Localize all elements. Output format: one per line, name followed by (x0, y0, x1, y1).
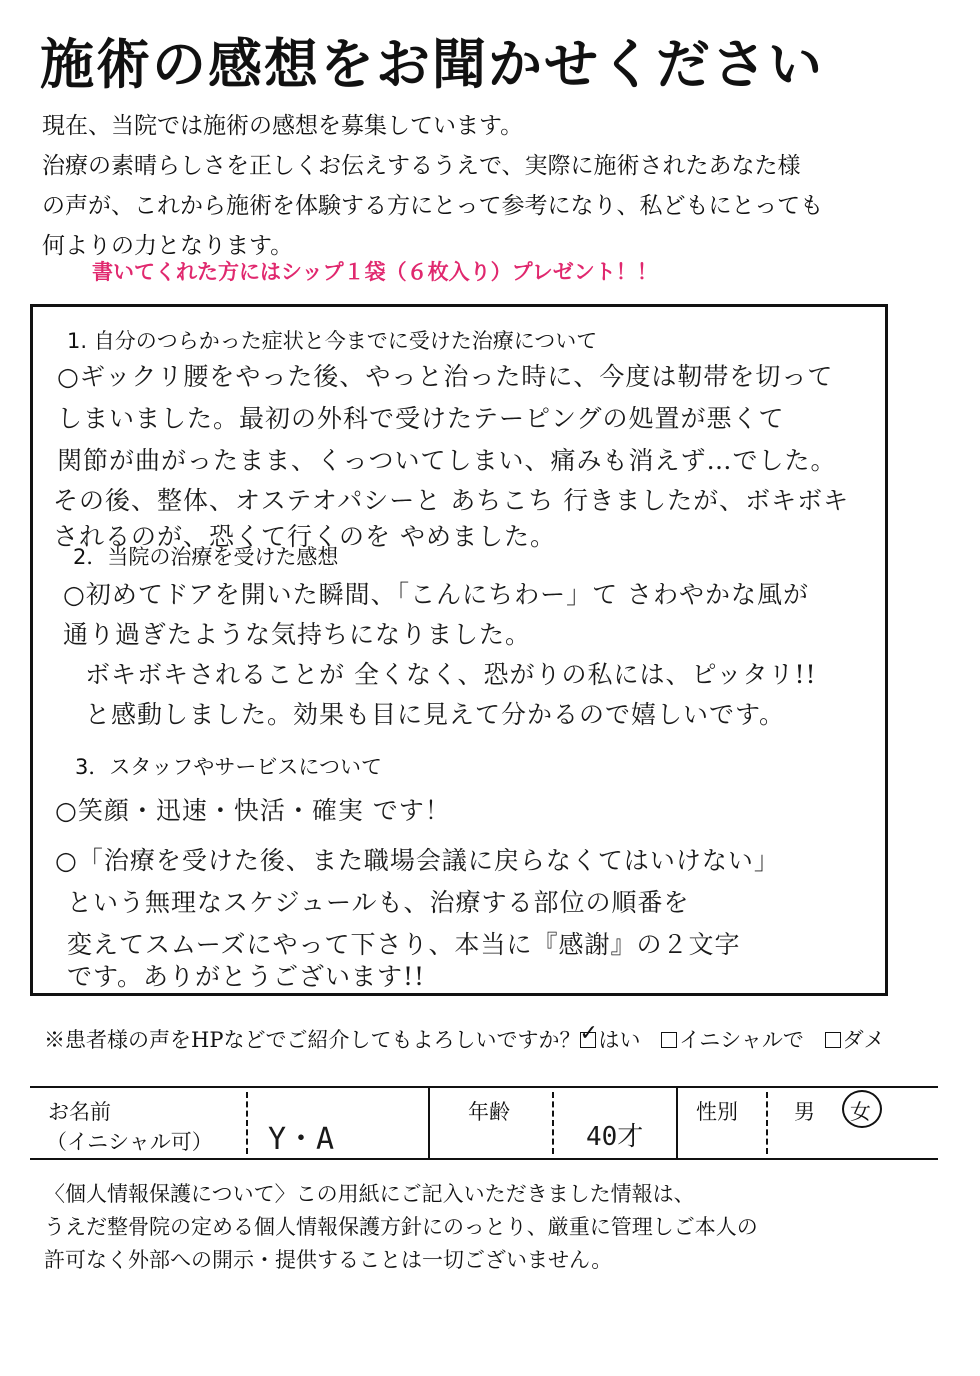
consent-option-label: イニシャルで (679, 1028, 804, 1052)
sex-label: 性別 (696, 1100, 738, 1124)
consent-option-label: ダメ (842, 1028, 885, 1052)
consent-question: ※患者様の声をHPなどでご紹介してもよろしいですか？ (44, 1028, 581, 1052)
answer-2-line: と感動しました。効果も目に見えて分かるので嬉しいです。 (85, 700, 786, 729)
checkbox-icon[interactable] (579, 1021, 598, 1048)
questionnaire-frame (30, 304, 888, 996)
checkmark-icon: ✓ (579, 1021, 598, 1046)
name-label: お名前 (48, 1100, 111, 1124)
consent-option-label: はい (598, 1028, 641, 1052)
intro-line: 現在、当院では施術の感想を募集しています。 (42, 113, 524, 139)
intro-line: の声が、これから施術を体験する方にとって参考になり、私どもにとっても (42, 193, 824, 219)
age-label: 年齢 (468, 1100, 510, 1124)
consent-option-initial[interactable] (661, 1028, 804, 1052)
privacy-notice (44, 1178, 944, 1277)
question-3-heading: 3．スタッフやサービスについて (75, 755, 382, 779)
answer-3-line: です。ありがとうございます!! (67, 962, 426, 991)
divider (766, 1092, 768, 1154)
divider (246, 1092, 248, 1154)
checkbox-icon[interactable] (825, 1032, 841, 1048)
answer-3-line: 変えてスムーズにやって下さり、本当に『感謝』の２文字 (67, 930, 741, 959)
answer-1-line: ○ギックリ腰をやった後、やっと治った時に、今度は靭帯を切って (57, 362, 834, 391)
checkbox-icon[interactable] (661, 1032, 677, 1048)
answer-2-line: ○初めてドアを開いた瞬間、「こんにちわー」て さわやかな風が (63, 580, 810, 609)
privacy-line: 〈個人情報保護について〉この用紙にご記入いただきました情報は、 (44, 1182, 695, 1206)
answer-3-line: という無理なスケジュールも、治療する部位の順番を (67, 888, 690, 917)
answer-2-line: ボキボキされることが 全くなく、恐がりの私には、ピッタリ!! (85, 660, 817, 689)
divider (428, 1088, 430, 1158)
divider (552, 1092, 554, 1154)
consent-row (44, 1021, 885, 1054)
answer-1-line: されるのが、恐くて行くのを やめました。 (53, 522, 556, 551)
answer-1-line: しまいました。最初の外科で受けたテーピングの処置が悪くて (57, 404, 785, 433)
intro-line: 治療の素晴らしさを正しくお伝えするうえで、実際に施術されたあなた様 (42, 153, 801, 179)
answer-2-line: 通り過ぎたような気持ちになりました。 (63, 620, 532, 649)
present-notice: 書いてくれた方にはシップ１袋（６枚入り）プレゼント！！ (92, 260, 658, 284)
name-label-initial: （イニシャル可） (46, 1130, 213, 1154)
sex-option-male[interactable]: 男 (794, 1100, 815, 1124)
age-value[interactable]: 40才 (586, 1122, 644, 1152)
intro-line: 何よりの力となります。 (42, 233, 294, 259)
sex-option-female[interactable]: 女 (850, 1100, 871, 1124)
question-2-heading: 2．当院の治療を受けた感想 (73, 545, 339, 569)
answer-3-line: ○笑顔・迅速・快活・確実 です！ (55, 796, 451, 825)
privacy-line: 許可なく外部への開示・提供することは一切ございません。 (44, 1248, 613, 1272)
consent-option-yes[interactable] (579, 1021, 641, 1052)
name-value[interactable]: Y・A (268, 1122, 335, 1157)
answer-3-line: ○「治療を受けた後、また職場会議に戻らなくてはいけない」 (55, 846, 780, 875)
consent-option-no[interactable] (825, 1028, 885, 1052)
answer-1-line: その後、整体、オステオパシーと あちこち 行きましたが、ボキボキ (53, 486, 850, 515)
intro-text (42, 106, 922, 266)
answer-1-line: 関節が曲がったまま、くっついてしまい、痛みも消えず…でした。 (57, 446, 837, 475)
question-1-heading: 1. 自分のつらかった症状と今までに受けた治療について (67, 329, 598, 353)
privacy-line: うえだ整骨院の定める個人情報保護方針にのっとり、厳重に管理しご本人の (44, 1215, 758, 1239)
personal-info-table (30, 1086, 938, 1160)
page-title: 施術の感想をお聞かせください (40, 33, 824, 96)
divider (676, 1088, 678, 1158)
